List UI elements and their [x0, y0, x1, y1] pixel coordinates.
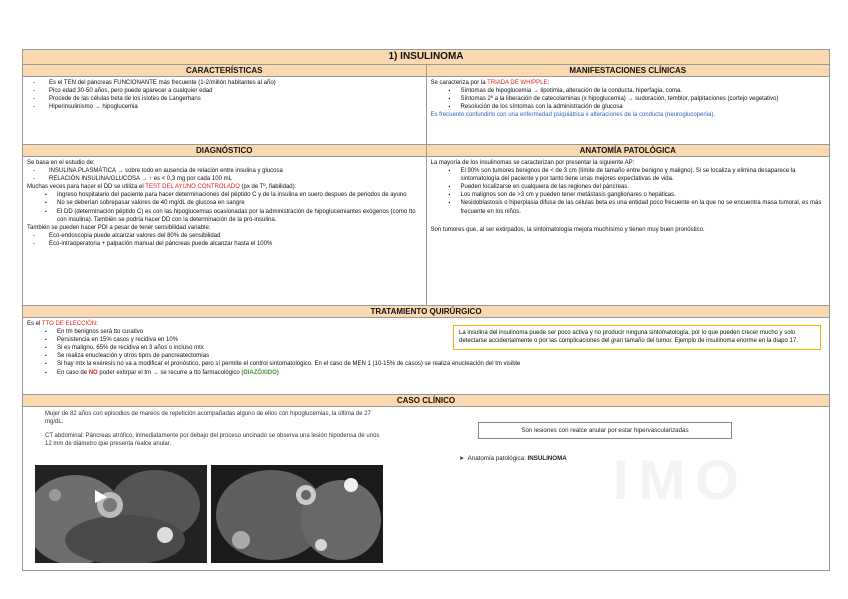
pathology-body: [427, 157, 830, 305]
psychiatric-note: Es frecuente confundirlo con una enfermedad psiquiátrica x alteraciones de la conducta (neuroglucopenia).: [430, 112, 716, 119]
manifestations-header: MANIFESTACIONES CLÍNICAS: [427, 65, 830, 77]
list-item: [57, 369, 817, 377]
list-item: ▪ Si es maligno, 65% de recidiva en 3 años o incluso mtx: [57, 344, 817, 352]
last-mid: poder extirpar el tm → se recurre a tto farmacológico (: [97, 369, 244, 376]
manifestations-intro: [431, 79, 826, 87]
list-item: - Eco-intraoperatoria + palpación manual del páncreas puede alcanzar hasta el 100%: [49, 240, 422, 248]
diagnosis-body: [23, 157, 426, 305]
last-pre: En caso de: [57, 369, 89, 376]
list-item: ▪ El 90% son tumores benignos de < de 3 cm (límite de tamaño entre benigno y maligno). Si se localiza y elimina desaparece la sintomatología del paciente y por tanto tiene unas mejores expectativas de vida.: [461, 167, 826, 183]
list-item: ▪ Síntomas de hipoglucemia → lipotimia, alteración de la conducta, hiperfagia, coma.: [461, 87, 826, 95]
list-item: ▪ Los malignos son de >3 cm y pueden tener metástasis ganglionares o hepáticas.: [461, 191, 826, 199]
intro-text: Se caracteriza por la: [430, 80, 488, 86]
list-item: ▪ Se realiza enucleación y otros tipos de pancreatectomías: [57, 352, 817, 360]
characteristics-header: CARACTERÍSTICAS: [23, 65, 426, 77]
list-item: ▪ Nesidoblastosis o hiperplasia difusa de las células beta es una entidad poco frecuente en la que no se encuentra masa tumoral, es más frecuente en los niños.: [461, 199, 826, 215]
fasting-test-intro: [27, 183, 422, 191]
pathology-section: [426, 145, 830, 305]
characteristics-body: [23, 77, 426, 144]
list-item: ▪ Resolución de los síntomas con la administración de glucosa: [461, 103, 826, 111]
case-presentation: Mujer de 82 años con episodios de mareos de repetición acompañadas alguno de ellos con hipoglucemias, la última de 27 mg/dL.: [45, 411, 371, 426]
ap-value: INSULINOMA: [527, 455, 567, 462]
list-item: ▪ Síntomas 2º a la liberación de catecolaminas (x hipoglucemia) → sudoración, temblor, palpitaciones (cortejo vegetativo): [461, 95, 826, 103]
whipple-triad: TRIADA DE WHIPPLE: [487, 80, 548, 86]
fasting-test-name: TEST DEL AYUNO CONTROLADO: [145, 184, 240, 191]
diagnosis-section: [23, 145, 426, 305]
watermark-logo: IMO: [613, 448, 749, 509]
diagnosis-header: DIAGNÓSTICO: [23, 145, 426, 157]
pdi-intro: También se pueden hacer PDI a pesar de tener sensibilidad variable:: [27, 224, 211, 231]
arrow-icon: ➤: [459, 455, 465, 462]
no-emphasis: NO: [88, 369, 98, 376]
document-page: [22, 49, 830, 571]
ct-images: [35, 465, 385, 563]
page-title: 1) INSULINOMA: [23, 50, 829, 65]
last-post: ): [276, 369, 279, 376]
manifestations-body: [427, 77, 830, 144]
colon: :: [547, 80, 550, 86]
treatment-section: [23, 318, 829, 395]
pathology-intro: La mayoría de los insulinomas se caracterizan por presentar la siguiente AP:: [430, 160, 635, 166]
pathology-result: [459, 455, 567, 462]
list-item: - Pico edad 30-50 años, pero puede aparecer a cualquier edad: [49, 87, 422, 95]
pathology-outro: Son tumores que, al ser extirpados, la sintomatología mejora muchísimo y tienen muy buen pronóstico.: [430, 226, 705, 233]
intro-pre: Es el: [27, 321, 42, 327]
ap-label: Anatomía patológica:: [467, 455, 528, 462]
manifestations-section: [426, 65, 830, 144]
insulinoma-note-box: La insulina del insulinoma puede ser poco activa y no producir ninguna sintomatología, por lo que pueden crecer mucho y solo detectarse accidentalmente o por las complicaciones del gran tamaño del tumor. Ejemplo de insulinoma enorme en la diapo 17.: [453, 325, 821, 350]
list-item: - Es el TEN del páncreas FUNCIONANTE más frecuente (1-2/millón habitantes al año): [49, 79, 422, 87]
test-pre: Muchas veces para hacer el DD se utiliza el: [27, 184, 146, 191]
highlight-box: Son lesiones con realce anular por estar hipervascularizadas: [478, 422, 732, 439]
ct-scan-image-2: [211, 465, 383, 563]
case-section: [23, 407, 829, 570]
list-item: ▪ No se deberían sobrepasar valores de 40 mg/dL de glucosa en sangre: [57, 199, 422, 207]
list-item: ▪ Si hay mtx la exéresis no va a modificar el pronóstico, pero sí permite el control sintomatológico. En el caso de MEN 1 (10-15% de casos) se realiza enucleación del tm visible: [57, 360, 817, 368]
characteristics-section: [23, 65, 426, 144]
diazoxide-label: DIAZÓXIDO: [243, 369, 277, 376]
case-text: [45, 410, 385, 449]
section-row-1: [23, 65, 829, 144]
diagnosis-based: Se basa en el estudio de:: [27, 160, 95, 166]
list-item: ▪ Persistencia en 15% casos y recidiva en 10%: [57, 336, 817, 344]
ct-scan-image-1: [35, 465, 207, 563]
case-header: CASO CLÍNICO: [23, 395, 829, 407]
list-item: ▪ En tm benignos será tto curativo: [57, 328, 817, 336]
list-item: - INSULINA PLASMÁTICA → sobre todo en ausencia de relación entre insulina y glucosa: [49, 167, 422, 175]
list-item: ▪ Ingreso hospitalario del paciente para hacer determinaciones del péptido C y de la insulina en suero despues de periodos de ayuno: [57, 191, 422, 199]
intro-post: :: [96, 321, 98, 327]
treatment-of-choice: TTO DE ELECCIÓN: [41, 321, 97, 327]
ct-findings: CT abdominal: Páncreas atrófico, inmediatamente por debajo del proceso uncinado se observa una lesión hipodensa de unos 12 mm de diámetro que presenta realce anular.: [45, 432, 380, 448]
pathology-header: ANATOMÍA PATOLÓGICA: [427, 145, 830, 157]
treatment-header: TRATAMIENTO QUIRÚRGICO: [23, 306, 829, 318]
list-item: - RELACIÓN INSULINA/GLUCOSA → ↑ es < 0,3 mg por cada 100 mL: [49, 175, 422, 183]
list-item: - Procede de las células beta de los islotes de Langerhans: [49, 95, 422, 103]
list-item: ▪ Pueden localizarse en cualquiera de las regiones del páncreas.: [461, 183, 826, 191]
list-item: - Eco-endoscopia puede alcanzar valores del 80% de sensibilidad: [49, 232, 422, 240]
section-row-2: [23, 144, 829, 306]
list-item: ▪ El DD (determinación péptido C) es con las hipoglucemias ocasionadas por la administración de hipoglucemiantes exógenos (como tto con insulina). También se podría hacer DD con la determinación de la pro-insulina.: [57, 208, 422, 224]
list-item: - Hiperinsulinismo → hipoglucemia: [49, 103, 422, 111]
test-post: (px de Tº, fiabilidad):: [239, 184, 297, 191]
